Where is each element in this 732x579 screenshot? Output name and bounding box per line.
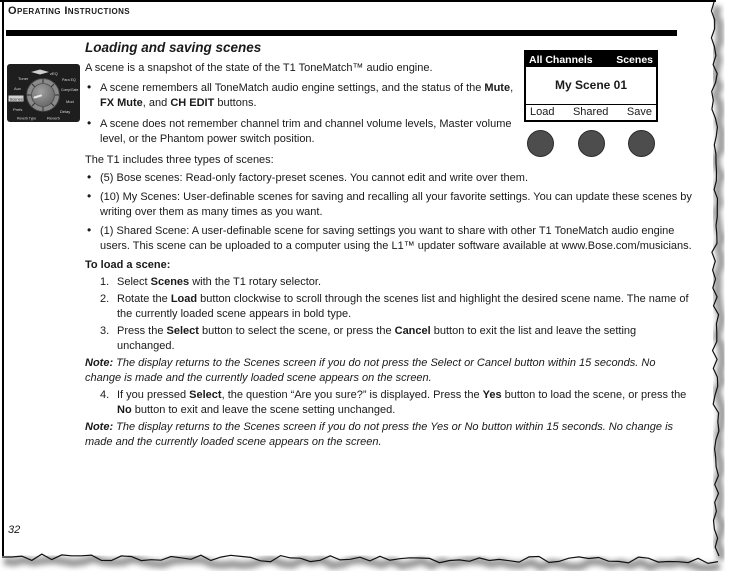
page-left-edge — [2, 0, 4, 556]
lcd-header-left: All Channels — [529, 53, 593, 66]
step-1 — [85, 275, 692, 290]
procedure-heading: To load a scene: — [85, 259, 171, 271]
page-top-edge — [0, 0, 716, 2]
rotary-selector-image — [7, 64, 80, 122]
note-paragraph: Note: The display returns to the Scenes screen if you do not press the Select or Cancel button within 15 seconds. No change is made and the currently loaded scene appears on the screen. — [85, 357, 656, 384]
list-item: • A scene remembers all ToneMatch audio engine settings, and the status of the Mute, FX Mute, and CH EDIT buttons. — [85, 81, 517, 111]
types-intro: The T1 includes three types of scenes: — [85, 154, 274, 166]
dial-label-delay: Delay — [60, 109, 71, 114]
softkey-save: Save — [626, 106, 652, 118]
step-text: Rotate the Load button clockwise to scroll through the scenes list and highlight the desired scene name. The name of the currently loaded scene appears in bold type. — [117, 293, 689, 320]
dial-label-zeq: zEQ — [50, 71, 58, 76]
main-content — [85, 40, 692, 452]
page-number: 32 — [8, 524, 21, 536]
step-text: Select Scenes with the T1 rotary selector. — [117, 276, 322, 288]
scene-types-list — [85, 171, 692, 254]
list-item: • (1) Shared Scene: A user-definable scene for saving settings you want to share with other T1 ToneMatch audio engine users. This scene can be uploaded to a computer using the L1™ updater software available at www.Bose.com/musicians. — [85, 224, 692, 254]
lcd-header-right: Scenes — [616, 53, 653, 66]
list-item: • (5) Bose scenes: Read-only factory-preset scenes. You cannot edit and write over them. — [85, 171, 692, 186]
step-number: 4. — [100, 389, 110, 401]
dial-label-prefs: Prefs — [13, 107, 23, 112]
scene-facts-list — [85, 81, 517, 147]
header-rule — [6, 30, 677, 36]
dial-knob — [32, 84, 55, 107]
step-number: 3. — [100, 325, 110, 337]
step-number: 1. — [100, 276, 110, 288]
list-item: • A scene does not remember channel trim and channel volume levels, Master volume level, or the Phantom power switch position. — [85, 117, 517, 147]
step-text: Press the Select button to select the scene, or press the Cancel button to exit the list and leave the setting unchanged. — [117, 325, 637, 352]
softkey-shared: Shared — [572, 106, 609, 118]
running-header: Operating Instructions — [8, 5, 130, 17]
dial-label-paraeq: Para EQ — [62, 78, 76, 82]
step-4 — [85, 388, 692, 418]
dial-label-compgate: Comp/Gate — [61, 88, 79, 92]
dial-label-tuner: Tuner — [18, 76, 29, 81]
lcd-scene-name: My Scene 01 — [554, 78, 628, 92]
dial-label-scenes: Scenes — [9, 96, 23, 102]
dial-label-reverb: Reverb — [47, 115, 60, 121]
dial-label-aux: Aux — [14, 86, 21, 91]
step-2 — [85, 292, 692, 322]
section-title: Loading and saving scenes — [85, 40, 262, 55]
step-number: 2. — [100, 293, 110, 305]
dial-label-reverbtype: Reverb Type — [17, 116, 37, 121]
list-item: • (10) My Scenes: User-definable scenes for saving and recalling all your favorite settings. You can update these scenes by writing over them as many times as you want. — [85, 190, 692, 220]
step-3 — [85, 324, 692, 354]
softkey-load: Load — [530, 106, 555, 118]
dial-label-mod: Mod — [66, 99, 74, 104]
step-text: If you pressed Select, the question “Are you sure?” is displayed. Press the Yes button to load the scene, or press the No button to exit and leave the scene setting unchanged. — [117, 389, 687, 416]
intro-paragraph: A scene is a snapshot of the state of the T1 ToneMatch™ audio engine. — [85, 62, 433, 74]
note-paragraph: Note: The display returns to the Scenes screen if you do not press the Yes or No button within 15 seconds. No change is made and the currently loaded scene appears on the screen. — [85, 421, 674, 448]
